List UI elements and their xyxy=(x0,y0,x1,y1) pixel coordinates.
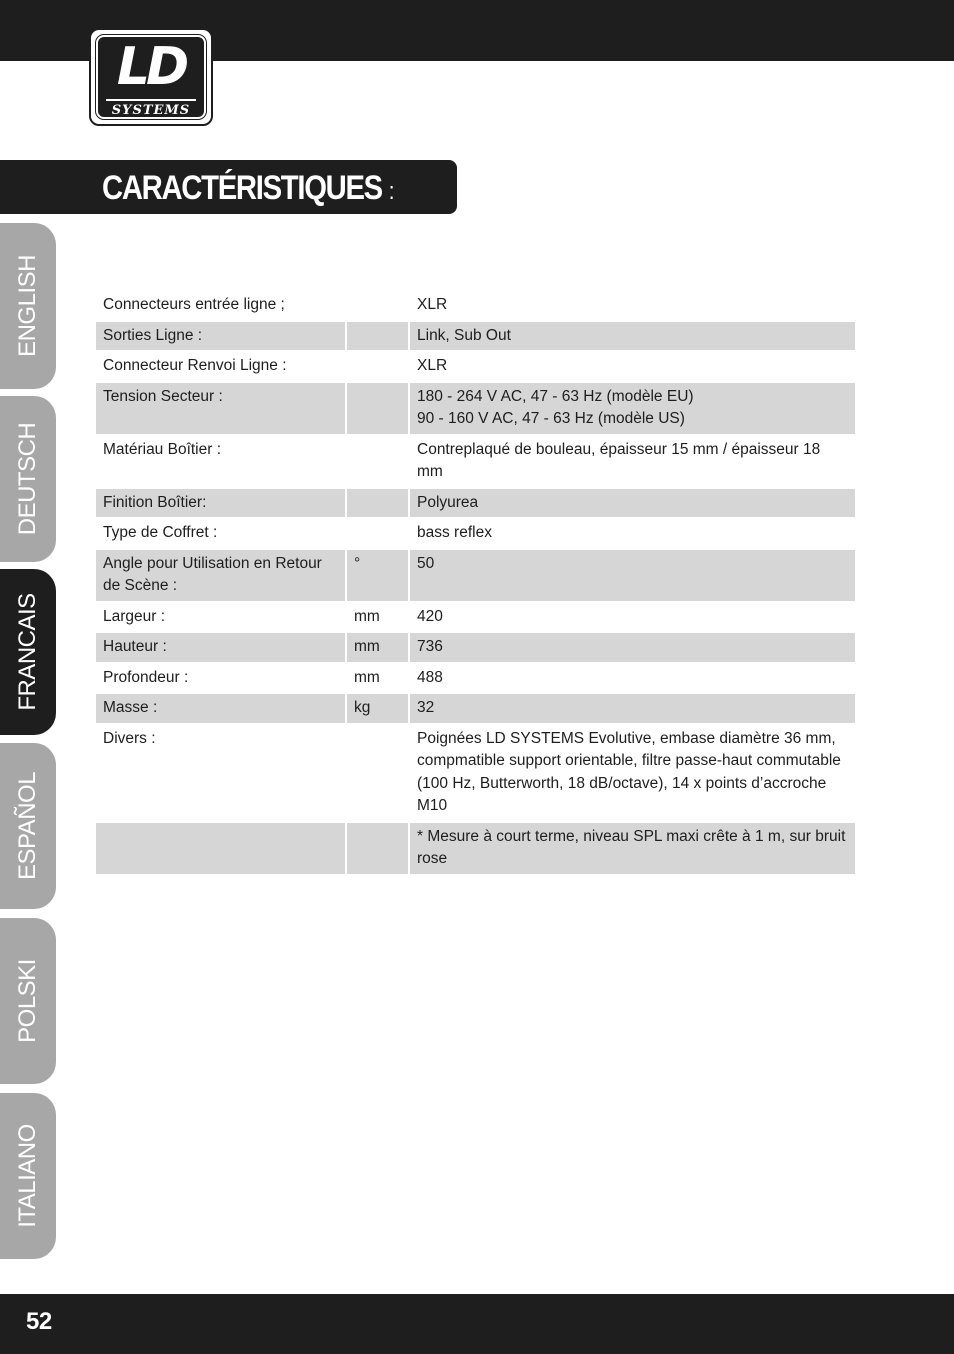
table-row xyxy=(96,322,855,353)
spec-value xyxy=(410,550,855,603)
spec-value-line: 488 xyxy=(417,668,443,686)
table-row xyxy=(96,823,855,876)
spec-value-line: (100 Hz, Butterworth, 18 dB/octave), 14 x points d’accroche M10 xyxy=(417,774,827,814)
spec-value-line: XLR xyxy=(417,357,448,374)
logo-main-text: LD xyxy=(116,37,186,97)
logo-badge xyxy=(96,35,206,119)
spec-value-line: 50 xyxy=(417,554,435,572)
spec-value xyxy=(410,694,855,725)
spec-value xyxy=(410,489,855,520)
spec-unit xyxy=(347,489,410,520)
spec-unit xyxy=(347,823,410,876)
spec-value xyxy=(410,436,855,489)
spec-unit: mm xyxy=(347,664,410,695)
spec-label: Angle pour Utilisation en Retour de Scène : xyxy=(96,550,347,603)
spec-unit xyxy=(347,383,410,436)
spec-value-line: compmatible support orientable, filtre passe-haut commutable xyxy=(417,752,841,769)
spec-unit xyxy=(347,322,410,353)
table-row xyxy=(96,291,855,322)
table-row xyxy=(96,436,855,489)
spec-value xyxy=(410,519,855,550)
spec-value-line: bass reflex xyxy=(417,524,492,541)
spec-value xyxy=(410,603,855,634)
tab-label: DEUTSCH xyxy=(14,422,41,536)
table-row xyxy=(96,352,855,383)
spec-value-line: Poignées LD SYSTEMS Evolutive, embase diamètre 36 mm, xyxy=(417,729,836,747)
tab-label: ITALIANO xyxy=(14,1124,41,1228)
spec-label: Masse : xyxy=(96,694,347,725)
section-title xyxy=(102,168,395,212)
page-number: 52 xyxy=(26,1308,52,1335)
bottom-bar xyxy=(0,1294,954,1354)
tab-label: ESPAÑOL xyxy=(14,771,41,881)
tab-deutsch[interactable] xyxy=(0,396,56,562)
spec-value-line: 736 xyxy=(417,638,443,655)
spec-value-line: Link, Sub Out xyxy=(417,326,511,344)
spec-value-line: Contreplaqué de bouleau, épaisseur 15 mm / épaisseur 18 mm xyxy=(417,440,821,480)
spec-value xyxy=(410,633,855,664)
table-row xyxy=(96,694,855,725)
spec-value-line: * Mesure à court terme, niveau SPL maxi crête à 1 m, sur bruit rose xyxy=(417,827,846,867)
spec-value-line: XLR xyxy=(417,296,448,313)
tab-label: FRANCAIS xyxy=(14,593,41,711)
tab-francais[interactable] xyxy=(0,569,56,735)
spec-value xyxy=(410,291,855,322)
spec-label: Connecteur Renvoi Ligne : xyxy=(96,352,347,383)
spec-label xyxy=(96,823,347,876)
tab-label: ENGLISH xyxy=(14,255,41,357)
spec-value xyxy=(410,664,855,695)
table-row xyxy=(96,383,855,436)
spec-unit: kg xyxy=(347,694,410,725)
table-row xyxy=(96,664,855,695)
spec-unit: ° xyxy=(347,550,410,603)
spec-value xyxy=(410,725,855,823)
table-row xyxy=(96,489,855,520)
spec-unit xyxy=(347,436,410,489)
spec-unit: mm xyxy=(347,603,410,634)
spec-value xyxy=(410,322,855,353)
table-row xyxy=(96,519,855,550)
tab-polski[interactable] xyxy=(0,918,56,1084)
spec-label: Finition Boîtier: xyxy=(96,489,347,520)
spec-value-line: 420 xyxy=(417,607,443,625)
spec-value-line: 90 - 160 V AC, 47 - 63 Hz (modèle US) xyxy=(417,410,685,427)
spec-value-line: Polyurea xyxy=(417,493,479,511)
spec-label: Type de Coffret : xyxy=(96,519,347,550)
spec-label: Sorties Ligne : xyxy=(96,322,347,353)
section-title-text: CARACTÉRISTIQUES xyxy=(102,169,382,207)
spec-label: Tension Secteur : xyxy=(96,383,347,436)
spec-label: Hauteur : xyxy=(96,633,347,664)
logo-sub-text: SYSTEMS xyxy=(111,103,191,118)
spec-value xyxy=(410,383,855,436)
spec-unit xyxy=(347,725,410,823)
spec-value-line: 32 xyxy=(417,699,435,716)
tab-italiano[interactable] xyxy=(0,1093,56,1259)
spec-label: Divers : xyxy=(96,725,347,823)
section-title-colon: : xyxy=(388,178,395,205)
logo-divider xyxy=(106,99,196,101)
spec-label: Largeur : xyxy=(96,603,347,634)
table-row xyxy=(96,550,855,603)
spec-label: Profondeur : xyxy=(96,664,347,695)
tab-espanol[interactable] xyxy=(0,743,56,909)
spec-unit xyxy=(347,291,410,322)
spec-unit xyxy=(347,352,410,383)
tab-english[interactable] xyxy=(0,223,56,389)
spec-unit xyxy=(347,519,410,550)
spec-value xyxy=(410,352,855,383)
spec-unit: mm xyxy=(347,633,410,664)
tab-label: POLSKI xyxy=(14,959,41,1043)
table-row xyxy=(96,725,855,823)
spec-label: Connecteurs entrée ligne ; xyxy=(96,291,347,322)
ld-systems-logo xyxy=(89,28,213,126)
spec-value xyxy=(410,823,855,876)
table-row xyxy=(96,603,855,634)
table-row xyxy=(96,633,855,664)
specifications-table xyxy=(96,291,855,876)
spec-value-line: 180 - 264 V AC, 47 - 63 Hz (modèle EU) xyxy=(417,387,694,405)
spec-label: Matériau Boîtier : xyxy=(96,436,347,489)
